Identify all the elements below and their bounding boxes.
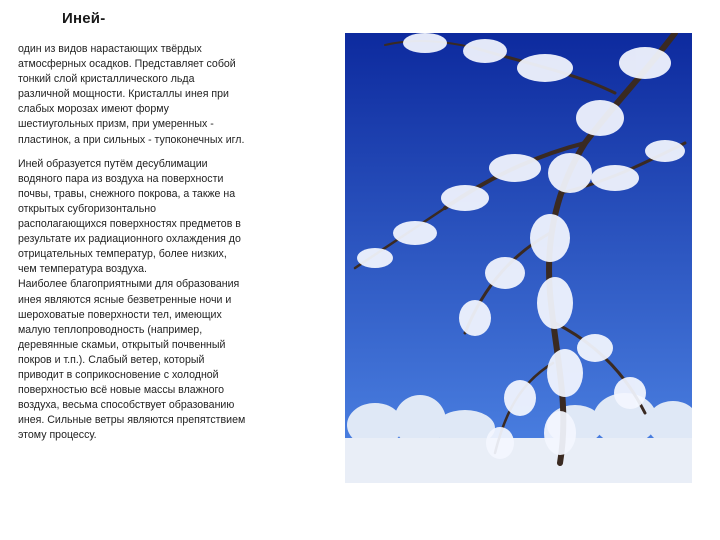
body-text (18, 42, 296, 443)
paragraph-formation: Иней образуется путём десублимации водяного пара из воздуха на поверхности почвы, травы, снежного покрова, а также на открытых субгоризонтально располагающихся поверхностях предметов в результате их радиационного охлаждения до отрицательных температур, более низких, чем температура воздуха. Наиболее благоприятными для образования инея являются ясные безветренные ночи и шероховатые поверхности тел, имеющих малую теплопроводность (например, деревянные скамьи, открытый почвенный покров и т.п.). Слабый ветер, который приводит в соприкосновение с холодной поверхностью всё новые массы влажного воздуха, весьма способствует образованию инея. Сильные ветры являются препятствием этому процессу. (18, 157, 246, 442)
frost-branch-photo (345, 33, 692, 483)
paragraph-definition: один из видов нарастающих твёрдых атмосферных осадков. Представляет собой тонкий слой кристаллического льда различной мощности. Кристаллы инея при слабых морозах имеют форму шестиугольных призм, при умеренных - пластинок, а при сильных - тупоконечных игл. (18, 43, 245, 146)
snow-ground (345, 438, 692, 483)
slide-title: Иней- (62, 10, 106, 27)
